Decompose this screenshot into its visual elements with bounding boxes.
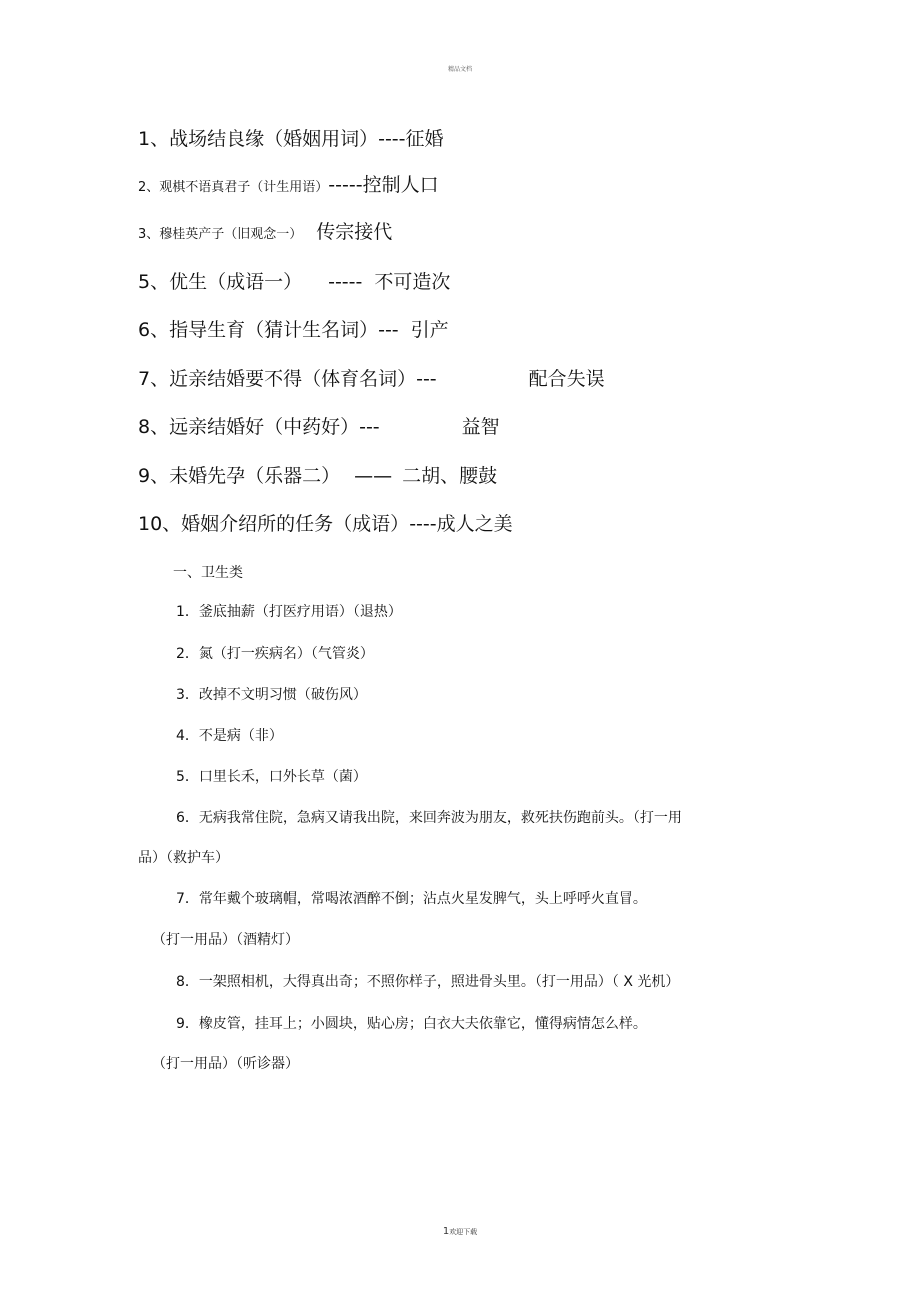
riddle-separator: --- (378, 319, 399, 341)
riddle-7 (138, 364, 605, 391)
riddle-answer: 传宗接代 (316, 221, 393, 243)
riddle-10 (138, 509, 513, 536)
riddle-answer: 控制人口 (362, 174, 439, 196)
riddle-question: 7、近亲结婚要不得（体育名词） (138, 368, 417, 390)
riddle-separator: --- (416, 368, 437, 390)
health-riddle-2: 2．氮（打一疾病名）（气管炎） (176, 646, 374, 662)
health-riddle-6-cont: 品）（救护车） (138, 850, 229, 866)
riddle-answer: 征婚 (405, 128, 444, 150)
riddle-3 (138, 217, 392, 244)
riddle-5 (138, 267, 450, 294)
riddle-answer: 益智 (461, 416, 500, 438)
riddle-answer: 引产 (410, 319, 449, 341)
health-riddle-1: 1．釜底抽薪（打医疗用语）（退热） (176, 604, 402, 620)
riddle-question: 3、穆桂英产子（旧观念一） (138, 227, 303, 242)
page-number: 1 (442, 1226, 450, 1237)
riddle-8 (138, 412, 500, 439)
riddle-question: 8、远亲结婚好（中药好） (138, 416, 360, 438)
riddle-question: 2、观棋不语真君子（计生用语） (138, 180, 329, 195)
riddle-2 (138, 170, 439, 197)
page-header: 精品文档 (447, 66, 472, 73)
health-riddle-6: 6．无病我常住院，急病又请我出院，来回奔波为朋友，救死扶伤跑前头。（打一用 (176, 810, 682, 826)
riddle-question: 1、战场结良缘（婚姻用词） (138, 128, 379, 150)
health-riddle-3: 3．改掉不文明习惯（破伤风） (176, 687, 367, 703)
riddle-question: 9、未婚先孕（乐器二） (138, 465, 341, 487)
health-riddle-7: 7．常年戴个玻璃帽，常喝浓酒醉不倒；沾点火星发脾气，头上呼呼火直冒。 (176, 891, 647, 907)
health-riddle-9: 9．橡皮管，挂耳上；小圆块，贴心房；白衣大夫依靠它，懂得病情怎么样。 (176, 1016, 647, 1032)
riddle-separator: --- (359, 416, 380, 438)
health-riddle-8: 8．一架照相机，大得真出奇；不照你样子，照进骨头里。（打一用品）（ X 光机） (176, 974, 680, 990)
riddle-separator: —— (354, 465, 393, 487)
health-riddle-9-cont: （打一用品）（听诊器） (152, 1056, 299, 1072)
riddle-answer: 二胡、腰鼓 (402, 465, 498, 487)
footer-text: 欢迎下载 (449, 1228, 478, 1236)
health-riddle-4: 4．不是病（非） (176, 728, 283, 744)
riddle-answer: 配合失误 (528, 368, 605, 390)
riddle-separator: ---- (409, 513, 437, 535)
riddle-separator: ----- (328, 174, 363, 196)
health-riddle-7-cont: （打一用品）（酒精灯） (152, 932, 299, 948)
riddle-separator: ----- (328, 271, 363, 293)
riddle-answer: 成人之美 (436, 513, 513, 535)
health-riddle-5: 5．口里长禾，口外长草（菌） (176, 769, 367, 785)
riddle-question: 5、优生（成语一） (138, 271, 303, 293)
riddle-9 (138, 461, 497, 488)
riddle-answer: 不可造次 (374, 271, 451, 293)
riddle-question: 6、指导生育（猜计生名词） (138, 319, 379, 341)
page-footer (0, 1226, 920, 1237)
riddle-6 (138, 315, 449, 342)
riddle-question: 10、婚姻介绍所的任务（成语） (138, 513, 410, 535)
section-title: 一、卫生类 (173, 565, 243, 581)
riddle-separator: ---- (378, 128, 406, 150)
riddle-1 (138, 124, 444, 151)
